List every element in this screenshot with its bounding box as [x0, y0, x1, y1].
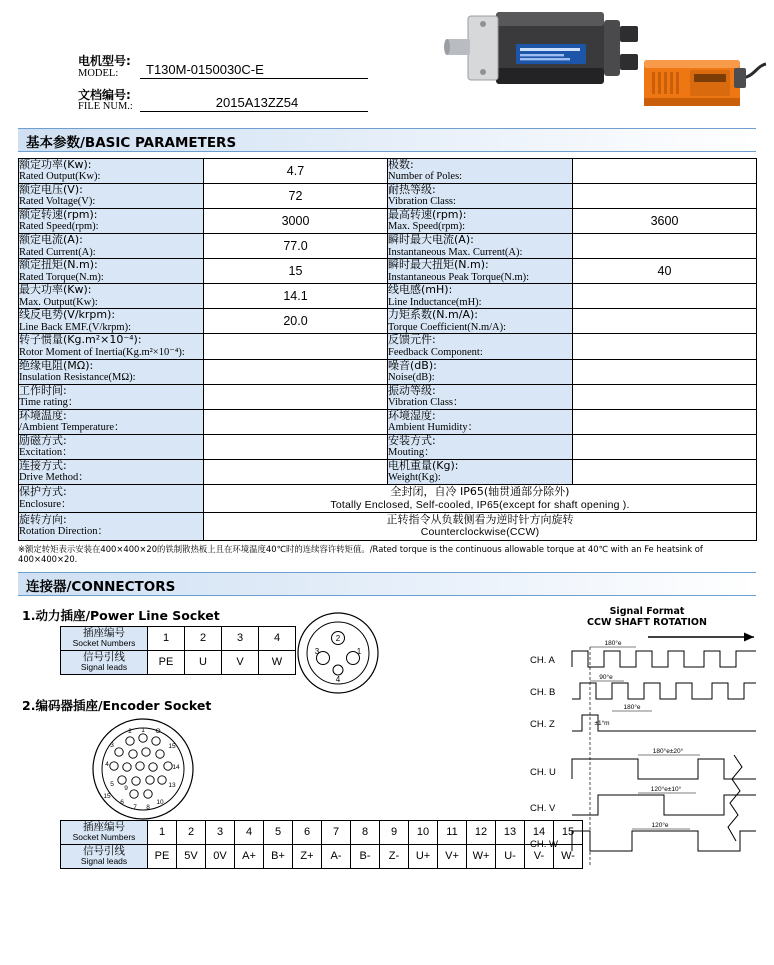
model-label-cn: 电机型号:: [78, 54, 131, 68]
param-label-en: Mouting：: [388, 447, 435, 458]
param-label-en: Instantaneous Max. Current(A):: [388, 246, 523, 258]
signal-waveform-diagram: [528, 606, 766, 869]
signal-lead-cell: A+: [235, 844, 264, 868]
param-label: [388, 409, 573, 434]
signal-lead-cell: W-: [554, 844, 583, 868]
annotation: 120°e±10°: [650, 785, 682, 793]
param-label-en: Feedback Component:: [388, 346, 483, 358]
param-label-en: Drive Method：: [19, 472, 89, 484]
param-label-cn: 环境湿度:: [388, 408, 436, 422]
param-value: 20.0: [204, 309, 388, 334]
svg-text:14: 14: [172, 763, 180, 771]
param-label: [19, 284, 204, 309]
socket-number-cell: 11: [438, 820, 467, 844]
socket-number-cell: 6: [293, 820, 322, 844]
channel-label: CH. B: [530, 686, 556, 698]
socket-number-cell: 7: [322, 820, 351, 844]
file-value: 2015A13ZZ54: [140, 95, 368, 112]
file-row: [78, 89, 368, 113]
param-label-en: Noise(dB):: [388, 371, 435, 383]
param-label: [388, 384, 573, 409]
power-connector-diagram: [295, 610, 381, 696]
table-row: [19, 184, 757, 209]
signal-leads-header-en: Signal leads: [80, 662, 128, 673]
channel-label: CH. A: [530, 654, 555, 666]
table-row: [19, 484, 757, 512]
socket-number-cell: 5: [264, 820, 293, 844]
table-row: [19, 434, 757, 459]
channel-label: CH. Z: [530, 718, 555, 730]
basic-parameters-table: [18, 158, 757, 541]
param-label-en: Rated Output(Kw):: [19, 171, 101, 183]
model-value: T130M-0150030C-E: [140, 62, 368, 79]
svg-text:3: 3: [314, 646, 320, 656]
file-label-en: FILE NUM.:: [78, 101, 133, 113]
annotation: 90°e: [599, 673, 613, 681]
svg-text:1: 1: [356, 646, 362, 656]
param-label: [388, 184, 573, 209]
socket-number-cell: 2: [177, 820, 206, 844]
table-row: [19, 284, 757, 309]
param-label-en: Rotation Direction：: [19, 526, 108, 538]
table-row: [19, 459, 757, 484]
param-label: [19, 259, 204, 284]
param-label-cn: 励磁方式:: [19, 433, 67, 447]
signal-lead-cell: V+: [438, 844, 467, 868]
param-label-cn: 转子惯量(Kg.m²×10⁻⁴):: [19, 333, 142, 347]
param-label-cn: 电机重量(Kg):: [388, 458, 459, 472]
param-label-cn: 旋转方向:: [19, 513, 67, 527]
svg-text:3: 3: [110, 741, 114, 749]
param-label: [388, 209, 573, 234]
power-socket-table: [60, 626, 296, 675]
svg-text:4: 4: [105, 760, 109, 768]
svg-text:10: 10: [156, 798, 164, 806]
param-label-en: Rated Voltage(V):: [19, 196, 96, 208]
param-value: [573, 284, 757, 309]
connectors-area: [0, 602, 774, 924]
socket-numbers-header-cn: 插座编号: [83, 627, 125, 640]
svg-text:O: O: [155, 727, 161, 735]
model-block: [78, 55, 368, 114]
param-label-cn: 噪音(dB):: [388, 358, 437, 372]
param-label-cn: 耐热等级:: [388, 183, 436, 197]
signal-lead-cell: B+: [264, 844, 293, 868]
annotation: 180°e: [623, 703, 641, 711]
socket-numbers-header-cn: 插座编号: [83, 821, 125, 834]
param-label-cn: 力矩系数(N.m/A):: [388, 308, 478, 322]
socket-numbers-header: [61, 820, 148, 844]
svg-text:13: 13: [168, 781, 176, 789]
encoder-socket-table: [60, 820, 583, 869]
param-label-cn: 绝缘电阻(MΩ):: [19, 358, 94, 372]
signal-lead-cell: PE: [148, 844, 177, 868]
signal-lead-cell: Z-: [380, 844, 409, 868]
product-illustration: [438, 2, 768, 128]
param-label: [19, 484, 204, 512]
signal-lead-cell: Z+: [293, 844, 322, 868]
param-label: [388, 434, 573, 459]
signal-leads-header: [61, 650, 148, 674]
header: [0, 0, 774, 128]
param-value: [573, 159, 757, 184]
param-label-en: Time rating：: [19, 396, 79, 408]
param-label-cn: 最高转速(rpm):: [388, 208, 467, 222]
table-row: [19, 409, 757, 434]
param-label: [388, 159, 573, 184]
svg-text:7: 7: [133, 803, 137, 811]
param-label-cn: 保护方式:: [19, 485, 67, 499]
param-label-cn: 瞬时最大扭矩(N.m):: [388, 258, 489, 272]
param-label-en: Rated Current(A):: [19, 246, 96, 258]
annotation: 180°e±20°: [652, 747, 684, 755]
param-value: 14.1: [204, 284, 388, 309]
model-label: [78, 55, 140, 79]
param-label: [19, 434, 204, 459]
svg-text:6: 6: [120, 798, 124, 806]
socket-number-cell: 2: [185, 626, 222, 650]
param-value: [573, 434, 757, 459]
signal-lead-cell: PE: [148, 650, 185, 674]
model-label-en: MODEL:: [78, 67, 119, 79]
file-label-cn: 文档编号:: [78, 87, 131, 102]
table-row: [61, 626, 296, 650]
table-row: [61, 820, 583, 844]
signal-lead-cell: W: [259, 650, 296, 674]
table-row: [19, 159, 757, 184]
param-label-cn: 振动等级:: [388, 383, 436, 397]
param-value: [573, 234, 757, 259]
param-label: [388, 359, 573, 384]
param-label-cn: 额定扭矩(N.m):: [19, 258, 98, 272]
socket-numbers-header-en: Socket Numbers: [72, 832, 136, 843]
rotation-value: [204, 512, 757, 540]
param-label-en: Rated Speed(rpm):: [19, 221, 99, 233]
param-label-cn: 额定转速(rpm):: [19, 208, 98, 222]
annotation: ±1°m: [594, 719, 610, 727]
param-label-en: Insulation Resistance(MΩ):: [19, 371, 136, 383]
encoder-table-wrap: [0, 820, 583, 869]
svg-text:2: 2: [128, 727, 132, 735]
encoder-connector-diagram: [88, 714, 198, 824]
signal-lead-cell: 0V: [206, 844, 235, 868]
param-value: [204, 334, 388, 359]
encoder-socket-title: 2.编码器插座/Encoder Socket: [22, 697, 212, 713]
param-label-cn: 安装方式:: [388, 433, 436, 447]
param-value: [573, 184, 757, 209]
param-label: [19, 234, 204, 259]
socket-number-cell: 4: [259, 626, 296, 650]
table-row: [19, 259, 757, 284]
table-row: [19, 234, 757, 259]
param-value: 40: [573, 259, 757, 284]
socket-numbers-header-en: Socket Numbers: [72, 638, 136, 649]
signal-lead-cell: B-: [351, 844, 380, 868]
param-value: 4.7: [204, 159, 388, 184]
signal-leads-header-en: Signal leads: [80, 856, 128, 867]
param-label: [19, 209, 204, 234]
section-connectors: [18, 572, 756, 596]
svg-text:2: 2: [335, 633, 341, 643]
signal-lead-cell: W+: [467, 844, 496, 868]
param-label: [19, 512, 204, 540]
table-row: [19, 209, 757, 234]
table-row: [19, 512, 757, 540]
product-photo: [438, 2, 768, 128]
power-socket-title: 1.动力插座/Power Line Socket: [22, 607, 220, 623]
table-row: [61, 844, 583, 868]
waveform-title-2: CCW SHAFT ROTATION: [587, 617, 707, 629]
param-label-cn: 线反电势(V/krpm):: [19, 308, 116, 322]
param-value: [573, 334, 757, 359]
param-label-cn: 额定功率(Kw):: [19, 158, 92, 171]
param-label: [388, 334, 573, 359]
param-label-cn: 环境温度:: [19, 408, 67, 422]
socket-number-cell: 12: [467, 820, 496, 844]
enclosure-value-cn: 全封闭，自冷 IP65(轴贯通部分除外): [390, 484, 570, 498]
param-label-en: Torque Coefficient(N.m/A):: [388, 321, 507, 333]
param-value: [204, 434, 388, 459]
params-body: [19, 159, 757, 541]
signal-leads-header-cn: 信号引线: [83, 845, 125, 858]
param-label: [19, 159, 204, 184]
param-label: [388, 284, 573, 309]
socket-number-cell: 1: [148, 820, 177, 844]
param-value: [204, 409, 388, 434]
svg-text:9: 9: [124, 784, 128, 792]
param-label: [388, 459, 573, 484]
param-label-en: Number of Poles:: [388, 171, 463, 183]
param-value: [204, 459, 388, 484]
param-label: [19, 384, 204, 409]
param-label-en: Max. Output(Kw):: [19, 296, 98, 308]
param-value: [573, 359, 757, 384]
param-label-en: Weight(Kg):: [388, 472, 441, 484]
signal-lead-cell: U-: [496, 844, 525, 868]
param-label: [19, 459, 204, 484]
param-value: 15: [204, 259, 388, 284]
param-label-cn: 线电感(mH):: [388, 283, 453, 297]
socket-number-cell: 14: [525, 820, 554, 844]
param-label: [19, 334, 204, 359]
param-label: [388, 259, 573, 284]
socket-number-cell: 4: [235, 820, 264, 844]
param-label-cn: 工作时间:: [19, 383, 67, 397]
param-value: [573, 459, 757, 484]
svg-text:15: 15: [103, 792, 111, 800]
socket-number-cell: 3: [206, 820, 235, 844]
section-basic-parameters: [18, 128, 756, 152]
param-label-en: Line Back EMF.(V/krpm):: [19, 321, 132, 333]
table-row: [19, 384, 757, 409]
param-value: [204, 359, 388, 384]
power-socket-block: [0, 602, 520, 675]
footnote: ※额定转矩表示安装在400×400×20的铁制散热板上且在环境温度40℃时的连续容许转矩值。/Rated torque is the continuous allowable torque at 40℃ with an Fe heatsink of 400×400×20.: [18, 543, 703, 564]
param-label: [19, 309, 204, 334]
param-value: 72: [204, 184, 388, 209]
table-row: [19, 309, 757, 334]
svg-text:1: 1: [141, 726, 145, 734]
socket-numbers-header: [61, 626, 148, 650]
param-label-en: Max. Speed(rpm):: [388, 221, 465, 233]
section-connectors-title: 连接器/CONNECTORS: [26, 578, 176, 595]
signal-lead-cell: A-: [322, 844, 351, 868]
channel-label: CH. V: [530, 802, 556, 814]
section-basic-title: 基本参数/BASIC PARAMETERS: [26, 135, 237, 151]
socket-number-cell: 1: [148, 626, 185, 650]
param-value: [573, 409, 757, 434]
param-label-cn: 瞬时最大电流(A):: [388, 233, 474, 247]
socket-number-cell: 9: [380, 820, 409, 844]
table-row: [19, 334, 757, 359]
signal-leads-header-cn: 信号引线: [83, 651, 125, 664]
param-value: [204, 384, 388, 409]
signal-leads-header: [61, 844, 148, 868]
param-label-cn: 额定电流(A):: [19, 233, 83, 247]
socket-number-cell: 15: [554, 820, 583, 844]
encoder-socket-block: [0, 692, 560, 716]
signal-lead-cell: V-: [525, 844, 554, 868]
param-label-en: Enclosure：: [19, 498, 72, 510]
svg-text:15: 15: [168, 742, 176, 750]
param-label-en: Line Inductance(mH):: [388, 296, 482, 308]
param-label-en: Instantaneous Peak Torque(N.m):: [388, 271, 530, 283]
param-label: [19, 359, 204, 384]
param-label-en: Vibration Class:: [388, 196, 456, 208]
socket-number-cell: 3: [222, 626, 259, 650]
param-label: [19, 184, 204, 209]
param-value: [573, 384, 757, 409]
enclosure-value-en: Totally Enclosed, Self-cooled, IP65(except for shaft opening ).: [330, 498, 630, 511]
signal-lead-cell: V: [222, 650, 259, 674]
socket-number-cell: 8: [351, 820, 380, 844]
file-label: [78, 89, 140, 113]
signal-lead-cell: 5V: [177, 844, 206, 868]
rotation-value-en: Counterclockwise(CCW): [420, 526, 540, 539]
table-row: [19, 359, 757, 384]
param-label-cn: 最大功率(Kw):: [19, 283, 92, 297]
signal-lead-cell: U: [185, 650, 222, 674]
param-value: [573, 309, 757, 334]
table-row: [61, 650, 296, 674]
svg-text:4: 4: [335, 674, 341, 684]
param-label-en: Rated Torque(N.m):: [19, 271, 104, 283]
svg-text:5: 5: [110, 780, 114, 788]
param-value: 77.0: [204, 234, 388, 259]
socket-number-cell: 10: [409, 820, 438, 844]
enclosure-value: [204, 484, 757, 512]
param-value: 3000: [204, 209, 388, 234]
model-row: [78, 55, 368, 79]
rotation-value-cn: 正转指令从负载侧看为逆时针方向旋转: [386, 512, 574, 526]
param-label-cn: 额定电压(V):: [19, 183, 83, 197]
param-label-en: Rotor Moment of Inertia(Kg.m²×10⁻⁴):: [19, 346, 185, 358]
param-label: [19, 409, 204, 434]
param-label-en: Excitation：: [19, 447, 73, 458]
svg-text:8: 8: [146, 803, 150, 811]
waveform-title-1: Signal Format: [609, 605, 685, 617]
param-label-en: /Ambient Temperature：: [19, 421, 125, 433]
param-label: [388, 309, 573, 334]
socket-number-cell: 13: [496, 820, 525, 844]
annotation: 120°e: [651, 821, 669, 829]
param-label-cn: 极数:: [388, 158, 414, 171]
param-label-cn: 反馈元件:: [388, 333, 436, 347]
channel-label: CH. W: [530, 838, 558, 850]
param-label-cn: 连接方式:: [19, 458, 67, 472]
signal-lead-cell: U+: [409, 844, 438, 868]
param-label-en: Ambient Humidity：: [388, 421, 479, 433]
param-label-en: Vibration Class：: [388, 396, 464, 408]
param-value: 3600: [573, 209, 757, 234]
annotation: 180°e: [604, 639, 622, 647]
param-label: [388, 234, 573, 259]
waveform-svg: [528, 629, 766, 869]
channel-label: CH. U: [530, 766, 556, 778]
